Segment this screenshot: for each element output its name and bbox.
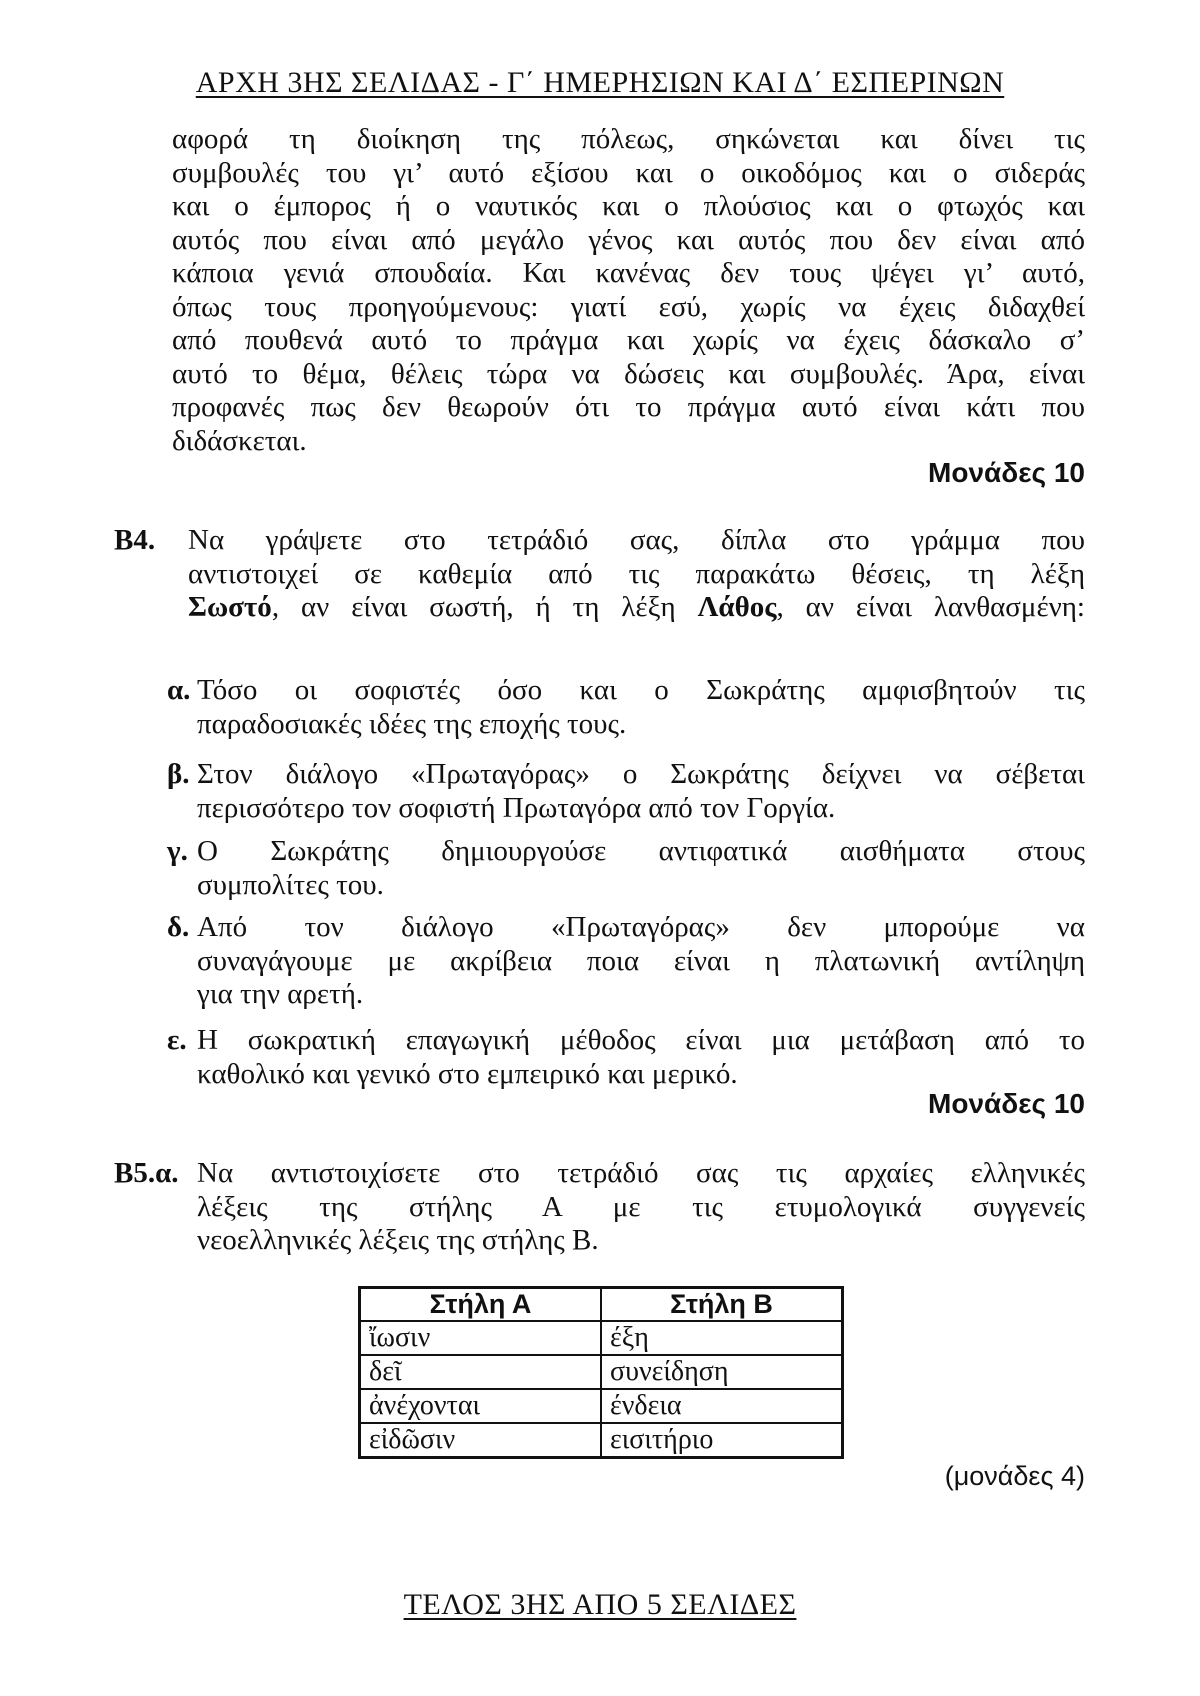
- table-cell: έξη: [601, 1321, 843, 1355]
- section-b4-label: Β4.: [114, 524, 156, 556]
- page-footer: ΤΕΛΟΣ 3ΗΣ ΑΠΟ 5 ΣΕΛΙΔΕΣ: [403, 1588, 797, 1621]
- statement-γ: [167, 835, 1085, 902]
- table-row: [360, 1423, 843, 1458]
- statement-text: [197, 674, 1085, 741]
- text-line: λέξεις της στήλης Α με τις ετυμολογικά συγγενείς: [197, 1190, 1085, 1223]
- text-line: Να αντιστοιχίσετε στο τετράδιό σας τις αρχαίες ελληνικές: [197, 1157, 1085, 1189]
- table-cell: ἴωσιν: [360, 1321, 602, 1355]
- statement-text: [197, 1024, 1085, 1091]
- section-b4: [114, 524, 1085, 625]
- text-line: καθολικό και γενικό στο εμπειρικό και μερικό.: [197, 1057, 738, 1090]
- statement-label: β.: [167, 758, 190, 790]
- table-cell: εισιτήριο: [601, 1423, 843, 1458]
- text-line: κάποια γενιά σπουδαία. Και κανένας δεν τους ψέγει γι’ αυτό,: [172, 257, 1085, 289]
- section-b5a: [114, 1157, 1085, 1258]
- table-cell: συνείδηση: [601, 1355, 843, 1389]
- text-line: Τόσο οι σοφιστές όσο και ο Σωκράτης αμφισβητούν τις: [197, 674, 1085, 706]
- table-header-cell: Στήλη Β: [601, 1288, 843, 1322]
- table-cell: ἀνέχονται: [360, 1389, 602, 1423]
- text-line: προφανές πως δεν θεωρούν ότι το πράγμα αυτό είναι κάτι που: [172, 391, 1085, 423]
- section-b4-text: [188, 524, 1085, 625]
- marks-badge-small: (μονάδες 4): [944, 1461, 1085, 1491]
- statement-ε: [167, 1024, 1085, 1091]
- text-line: όπως τους προηγούμενους: γιατί εσύ, χωρίς να έχεις διδαχθεί: [172, 290, 1085, 323]
- intro-paragraph: [172, 123, 1085, 458]
- text-line: περισσότερο τον σοφιστή Πρωταγόρα από τον Γοργία.: [197, 791, 836, 824]
- text-line: για την αρετή.: [197, 978, 364, 1010]
- text-line: και ο έμπορος ή ο ναυτικός και ο πλούσιος και ο φτωχός και: [172, 190, 1085, 222]
- statement-text: [197, 911, 1085, 1012]
- table-cell: εἰδῶσιν: [360, 1423, 602, 1458]
- text-line: αυτό το θέμα, θέλεις τώρα να δώσεις και συμβουλές. Άρα, είναι: [172, 357, 1085, 390]
- table-row: [360, 1355, 843, 1389]
- statement-text: [197, 835, 1085, 902]
- text-line: συμβουλές του γι’ αυτό εξίσου και ο οικοδόμος και ο σιδεράς: [172, 156, 1085, 189]
- text-line: διδάσκεται.: [172, 424, 307, 457]
- statement-label: δ.: [167, 911, 190, 943]
- text-line: συμπολίτες του.: [197, 868, 384, 901]
- marks-badge: Μονάδες 10: [928, 457, 1085, 488]
- text-line: αυτός που είναι από μεγάλο γένος και αυτός που δεν είναι από: [172, 223, 1085, 256]
- table-cell: ένδεια: [601, 1389, 843, 1423]
- statement-label: ε.: [167, 1024, 187, 1056]
- statement-label: γ.: [167, 835, 188, 867]
- matching-table: [358, 1286, 844, 1459]
- statement-δ: [167, 911, 1085, 1012]
- section-b5a-label: Β5.α.: [114, 1157, 179, 1189]
- text-line: Να γράψετε στο τετράδιό σας, δίπλα στο γράμμα που: [188, 524, 1085, 556]
- text-line: Ο Σωκράτης δημιουργούσε αντιφατικά αισθήματα στους: [197, 835, 1085, 867]
- statement-text: [197, 758, 1085, 825]
- table-header-row: [360, 1288, 843, 1322]
- page-header: ΑΡΧΗ 3ΗΣ ΣΕΛΙΔΑΣ - Γ΄ ΗΜΕΡΗΣΙΩΝ ΚΑΙ Δ΄ ΕΣΠΕΡΙΝΩΝ: [195, 66, 1005, 99]
- text-line: από πουθενά αυτό το πράγμα και χωρίς να έχεις δάσκαλο σ’: [172, 324, 1085, 356]
- text-line: νεοελληνικές λέξεις της στήλης Β.: [197, 1224, 599, 1256]
- text-line: αντιστοιχεί σε καθεμία από τις παρακάτω θέσεις, τη λέξη: [188, 557, 1085, 590]
- table-header-cell: Στήλη Α: [360, 1288, 602, 1322]
- table-row: [360, 1321, 843, 1355]
- text-line: παραδοσιακές ιδέες της εποχής τους.: [197, 707, 627, 740]
- table-row: [360, 1389, 843, 1423]
- table-cell: δεῖ: [360, 1355, 602, 1389]
- text-line: αφορά τη διοίκηση της πόλεως, σηκώνεται και δίνει τις: [172, 123, 1085, 155]
- statement-label: α.: [167, 674, 191, 706]
- marks-badge: Μονάδες 10: [928, 1088, 1085, 1119]
- text-line: Σωστό, αν είναι σωστή, ή τη λέξη Λάθος, αν είναι λανθασμένη:: [188, 591, 1085, 623]
- text-line: Η σωκρατική επαγωγική μέθοδος είναι μια μετάβαση από το: [197, 1024, 1085, 1056]
- text-line: συναγάγουμε με ακρίβεια ποια είναι η πλατωνική αντίληψη: [197, 944, 1085, 977]
- text-line: Στον διάλογο «Πρωταγόρας» ο Σωκράτης δείχνει να σέβεται: [197, 758, 1085, 790]
- statement-α: [167, 674, 1085, 741]
- section-b5a-text: [197, 1157, 1085, 1258]
- text-line: Από τον διάλογο «Πρωταγόρας» δεν μπορούμε να: [197, 911, 1085, 943]
- statement-β: [167, 758, 1085, 825]
